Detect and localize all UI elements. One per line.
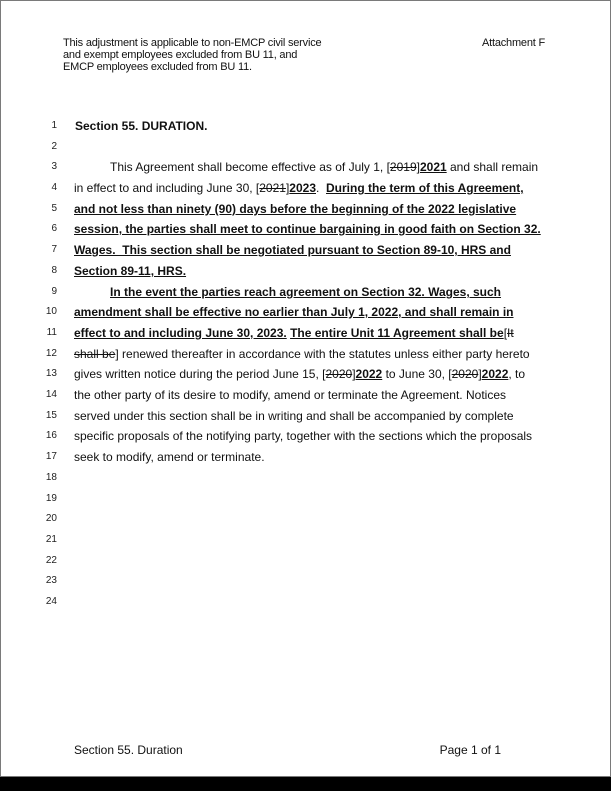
- bottom-bar: [0, 777, 611, 791]
- inserted-text: 2022: [481, 367, 509, 381]
- inserted-text: In the event the parties reach agreement on Section 32. Wages, such: [110, 285, 502, 299]
- line-number: 9: [51, 286, 57, 297]
- deleted-text: It: [507, 326, 514, 340]
- inserted-text: During the term of this Agreement,: [326, 181, 524, 195]
- header-applicability-note: [63, 37, 353, 73]
- inserted-text: The entire Unit 11 Agreement shall be: [290, 326, 504, 340]
- inserted-text: effect to and including June 30, 2023.: [74, 326, 287, 340]
- deleted-text: 2020: [451, 367, 479, 381]
- deleted-text: 2020: [325, 367, 353, 381]
- text-run: .: [316, 181, 327, 195]
- text-line-16: specific proposals of the notifying party, together with the sections which the proposals: [74, 429, 533, 443]
- line-number: 23: [45, 575, 57, 586]
- footer-page-number: Page 1 of 1: [439, 743, 501, 757]
- line-number: 6: [51, 223, 57, 234]
- inserted-text: 2022: [355, 367, 383, 381]
- text-line-5: and not less than ninety (90) days before the beginning of the 2022 legislative: [74, 202, 517, 216]
- text-line-6: session, the parties shall meet to continue bargaining in good faith on Section 32.: [74, 222, 541, 236]
- line-number: 17: [45, 451, 57, 462]
- line-number: 14: [45, 389, 57, 400]
- line-number: 2: [51, 141, 57, 152]
- line-number: 7: [51, 244, 57, 255]
- line-number: 20: [45, 513, 57, 524]
- text-line-14: the other party of its desire to modify, amend or terminate the Agreement. Notices: [74, 388, 506, 402]
- deleted-text: 2019: [389, 160, 417, 174]
- inserted-text: 2021: [419, 160, 447, 174]
- text-line-9: [74, 285, 544, 299]
- deleted-text: 2021: [259, 181, 286, 195]
- text-run: to June 30, [: [382, 367, 452, 381]
- line-number: 15: [45, 410, 57, 421]
- text-run: [: [503, 326, 508, 340]
- text-run: in effect to and including June 30, [: [74, 181, 260, 195]
- line-number: 10: [45, 306, 57, 317]
- line-number: 1: [51, 120, 57, 131]
- text-run: ]: [285, 181, 290, 195]
- deleted-text: shall be: [74, 347, 116, 361]
- line-number: 8: [51, 265, 57, 276]
- header-note-line: and exempt employees excluded from BU 11, and: [63, 49, 298, 61]
- line-number: 13: [45, 368, 57, 379]
- line-number: 11: [46, 327, 57, 338]
- section-title: Section 55. DURATION.: [75, 119, 208, 133]
- text-line-3: [74, 160, 544, 174]
- text-run: , to: [508, 367, 526, 381]
- text-line-15: served under this section shall be in writing and shall be accompanied by complete: [74, 409, 514, 423]
- text-line-11: [74, 326, 544, 340]
- header-attachment-label: Attachment F: [481, 37, 545, 49]
- text-run: This Agreement shall become effective as of July 1, [: [110, 160, 390, 174]
- text-line-8: Section 89-11, HRS.: [74, 264, 187, 278]
- line-number: 4: [51, 182, 57, 193]
- text-line-17: seek to modify, amend or terminate.: [74, 450, 265, 464]
- line-number: 12: [45, 348, 57, 359]
- text-run: and shall remain: [446, 160, 539, 174]
- line-number: 19: [45, 493, 57, 504]
- text-line-12: [74, 347, 544, 361]
- text-run: gives written notice during the period June 15, [: [74, 367, 326, 381]
- line-number: 5: [51, 203, 57, 214]
- text-line-4: [74, 181, 544, 195]
- line-number: 22: [45, 555, 57, 566]
- text-run: ]: [478, 367, 482, 381]
- line-number: 24: [45, 596, 57, 607]
- text-run: ]: [352, 367, 356, 381]
- text-line-10: amendment shall be effective no earlier than July 1, 2022, and shall remain in: [74, 305, 514, 319]
- footer-section-label: Section 55. Duration: [74, 743, 183, 757]
- header-note-line: EMCP employees excluded from BU 11.: [63, 61, 252, 73]
- inserted-text: 2023: [289, 181, 316, 195]
- line-number: 16: [45, 430, 57, 441]
- text-line-13: [74, 367, 544, 381]
- header-note-line: This adjustment is applicable to non-EMCP civil service: [63, 37, 322, 49]
- text-line-7: Wages. This section shall be negotiated pursuant to Section 89-10, HRS and: [74, 243, 511, 257]
- text-run: ]: [416, 160, 420, 174]
- line-number: 18: [45, 472, 57, 483]
- line-number: 21: [45, 534, 57, 545]
- text-run: ] renewed thereafter in accordance with the statutes unless either party hereto: [115, 347, 530, 361]
- line-number: 3: [51, 161, 57, 172]
